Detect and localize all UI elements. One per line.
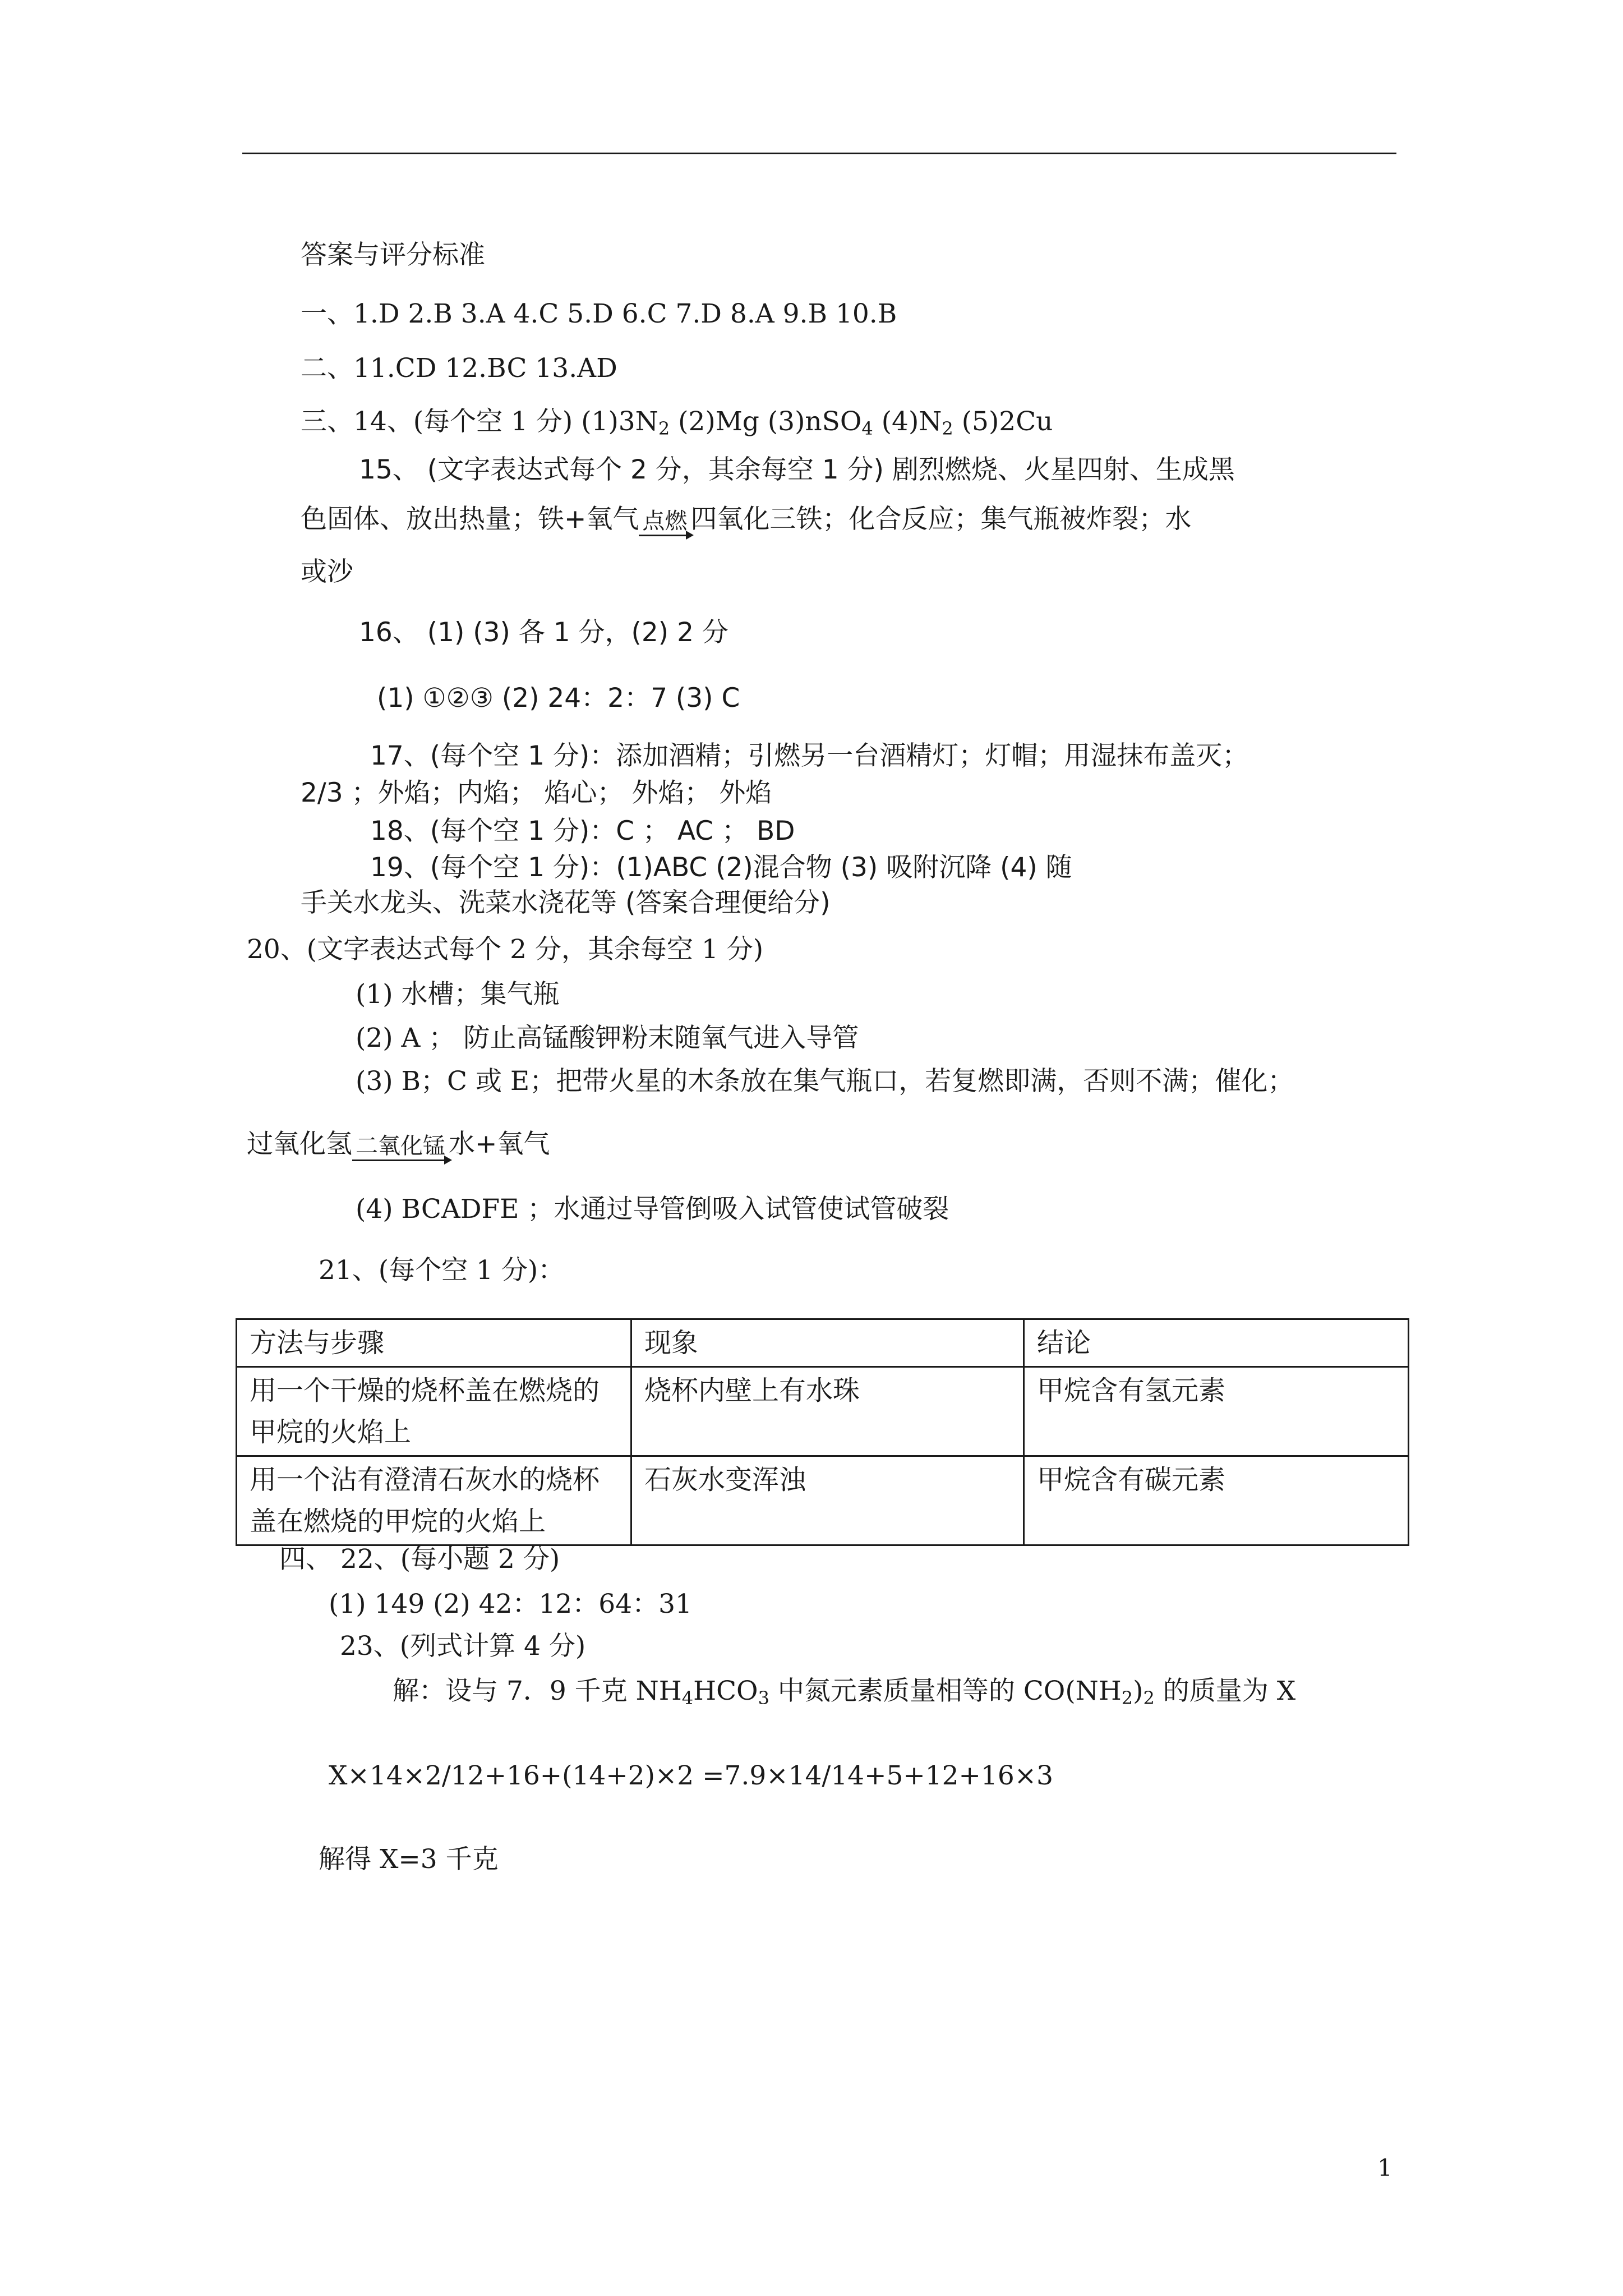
q20-reaction-arrow: [352, 1134, 449, 1161]
q20-a1: (1) 水槽；集气瓶: [356, 979, 560, 1010]
q14-p2: (2)Mg (3)nSO: [670, 406, 862, 437]
table-header-cell: 方法与步骤: [237, 1319, 631, 1367]
q17-line2: 2/3 ；外焰；内焰； 焰心； 外焰； 外焰: [301, 777, 772, 808]
q22-heading: 四、 22、(每小题 2 分): [279, 1544, 560, 1575]
q14-p4: (5)2Cu: [953, 406, 1053, 437]
table-cell: 用一个沾有澄清石灰水的烧杯盖在燃烧的甲烷的火焰上: [237, 1456, 631, 1545]
q20-a3: (3) B；C 或 E；把带火星的木条放在集气瓶口，若复燃即满，否则不满；催化；: [356, 1066, 1294, 1097]
q23-text-a: 解：设与 7．9 千克 NH: [393, 1676, 682, 1706]
q23-sub3: 2: [1121, 1687, 1133, 1709]
page-number: 1: [1377, 2154, 1393, 2182]
q22-answers: (1) 149 (2) 42：12：64：31: [329, 1589, 692, 1619]
q23-result: 解得 X=3 千克: [319, 1844, 499, 1875]
table-header-cell: 结论: [1024, 1319, 1409, 1367]
q20-eq-after: 水+氧气: [449, 1129, 550, 1159]
q16-line1: 16、 (1) (3) 各 1 分，(2) 2 分: [359, 617, 728, 648]
q19-line2: 手关水龙头、洗菜水浇花等 (答案合理便给分): [301, 887, 831, 918]
q15-line2-before: 色固体、放出热量；铁+氧气: [301, 504, 639, 535]
q14-answers: [301, 405, 1053, 445]
section2-answers: 二、11.CD 12.BC 13.AD: [301, 353, 617, 384]
q20-a4: (4) BCADFE ；水通过导管倒吸入试管使试管破裂: [356, 1194, 949, 1225]
q20-heading: 20、(文字表达式每个 2 分，其余每空 1 分): [247, 934, 764, 965]
arrow-line: [352, 1159, 449, 1161]
q15-line2-after: 四氧化三铁；化合反应；集气瓶被炸裂；水: [690, 504, 1192, 535]
q23-text-e: 的质量为 X: [1154, 1676, 1296, 1706]
table-header-cell: 现象: [631, 1319, 1024, 1367]
q16-line2: (1) ①②③ (2) 24：2：7 (3) C: [377, 683, 740, 714]
q20-arrow-condition: 二氧化锰: [356, 1133, 445, 1159]
section1-answers: 一、1.D 2.B 3.A 4.C 5.D 6.C 7.D 8.A 9.B 10.B: [301, 298, 897, 329]
q23-text-d: ): [1133, 1676, 1144, 1706]
table-cell: 烧杯内壁上有水珠: [631, 1367, 1024, 1456]
answer-heading: 答案与评分标准: [301, 240, 485, 270]
q14-p3: (4)N: [873, 406, 942, 437]
q20-a2: (2) A ； 防止高锰酸钾粉末随氧气进入导管: [356, 1023, 859, 1053]
table-cell: 石灰水变浑浊: [631, 1456, 1024, 1545]
q19-line1: 19、(每个空 1 分)：(1)ABC (2)混合物 (3) 吸附沉降 (4) 随: [370, 852, 1072, 883]
table-cell: 甲烷含有碳元素: [1024, 1456, 1409, 1545]
q20-a3-equation: [247, 1128, 550, 1161]
q21-heading: 21、(每个空 1 分)：: [319, 1255, 565, 1286]
table-row: [237, 1367, 1409, 1456]
header-rule: [242, 153, 1396, 154]
table-cell: 用一个干燥的烧杯盖在燃烧的甲烷的火焰上: [237, 1367, 631, 1456]
q23-heading: 23、(列式计算 4 分): [340, 1631, 586, 1662]
q14-sub2: 4: [861, 418, 873, 439]
table-row: [237, 1456, 1409, 1545]
q23-text-b: HCO: [693, 1676, 758, 1706]
arrow-line: [639, 535, 690, 536]
q21-table: [236, 1318, 1409, 1546]
q14-prefix: 三、14、(每个空 1 分) (1)3N: [301, 406, 658, 437]
q23-solve-setup: [393, 1674, 1295, 1715]
q15-line1: 15、 (文字表达式每个 2 分，其余每空 1 分) 剧烈燃烧、火星四射、生成黑: [359, 454, 1235, 485]
q23-sub1: 4: [681, 1687, 694, 1709]
q18-answers: 18、(每个空 1 分)：C ； AC ； BD: [370, 816, 795, 846]
q15-line2: [301, 503, 1191, 536]
q23-sub2: 3: [758, 1687, 769, 1709]
table-cell: 甲烷含有氢元素: [1024, 1367, 1409, 1456]
table-header-row: [237, 1319, 1409, 1367]
q15-line3: 或沙: [301, 556, 353, 587]
q23-sub4: 2: [1143, 1687, 1155, 1709]
q15-reaction-arrow: [639, 509, 690, 536]
q17-line1: 17、(每个空 1 分)：添加酒精；引燃另一台酒精灯；灯帽；用湿抹布盖灭；: [370, 740, 1249, 771]
q14-sub1: 2: [658, 418, 670, 439]
q23-equation: X×14×2/12+16+(14+2)×2 =7.9×14/14+5+12+16×3: [329, 1760, 1054, 1791]
q20-eq-before: 过氧化氢: [247, 1129, 352, 1159]
q14-sub3: 2: [942, 418, 953, 439]
q15-arrow-condition: 点燃: [642, 508, 688, 534]
q23-text-c: 中氮元素质量相等的 CO(NH: [769, 1676, 1122, 1706]
